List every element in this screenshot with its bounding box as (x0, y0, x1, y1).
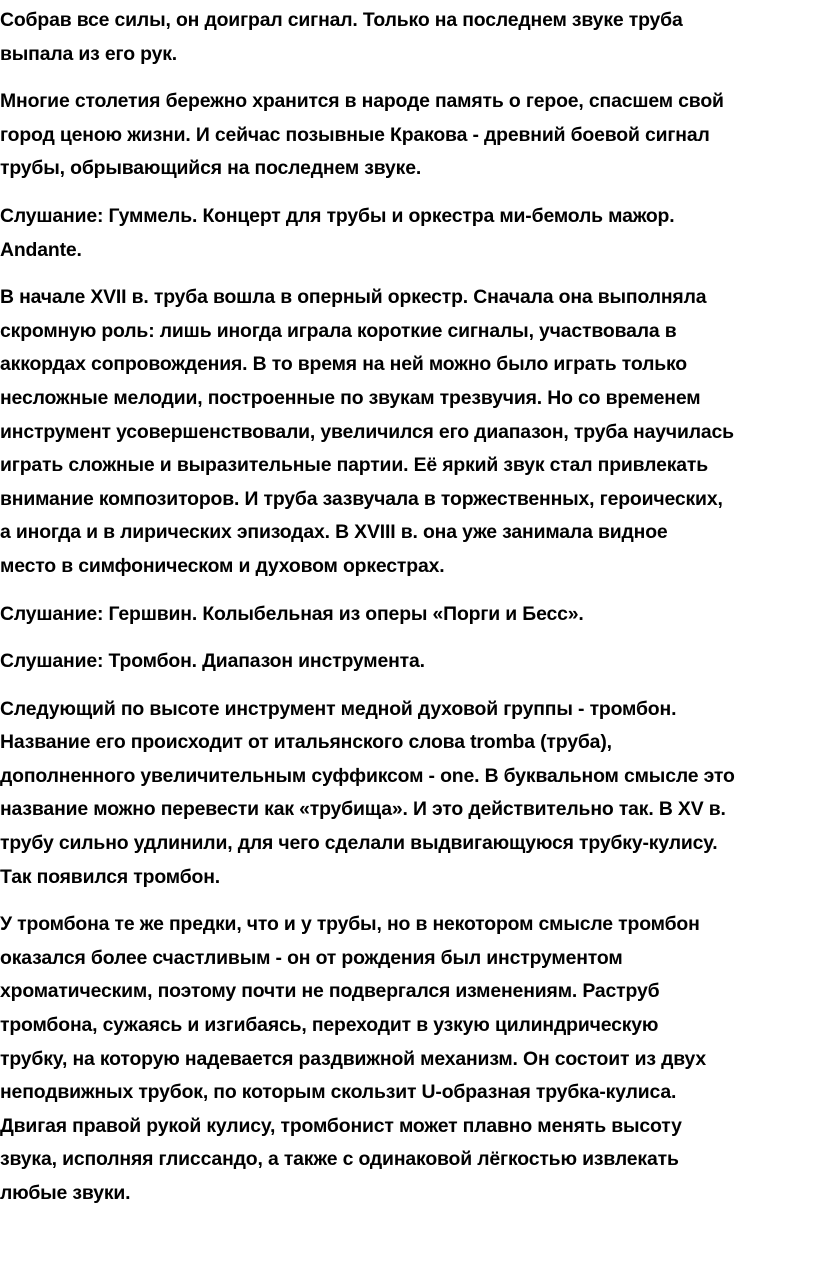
text-line: Собрав все силы, он доиграл сигнал. Только на последнем звуке труба (0, 9, 683, 31)
paragraph-listening-hummel (0, 200, 816, 267)
text-line: Слушание: Гуммель. Концерт для трубы и оркестра ми-бемоль мажор. (0, 204, 675, 227)
text-line: трубы, обрывающийся на последнем звуке. (0, 157, 422, 180)
text-line: трубку, на которую надевается раздвижной механизм. Он состоит из двух (0, 1047, 707, 1070)
text-line: звука, исполняя глиссандо, а также с одинаковой лёгкостью извлекать (0, 1148, 679, 1171)
text-line: тромбона, сужаясь и изгибаясь, переходит в узкую цилиндрическую (0, 1014, 659, 1037)
text-line: Двигая правой рукой кулису, тромбонист может плавно менять высоту (0, 1114, 682, 1137)
text-line: Слушание: Гершвин. Колыбельная из оперы «Порги и Бесс». (0, 602, 584, 625)
paragraph-2 (0, 85, 816, 186)
text-line: место в симфоническом и духовом оркестрах. (0, 554, 445, 577)
text-line: инструмент усовершенствовали, увеличился его диапазон, труба научилась (0, 420, 734, 443)
text-line: дополненного увеличительным суффиксом - one. В буквальном смысле это (0, 764, 735, 787)
text-line: несложные мелодии, построенные по звукам трезвучия. Но со временем (0, 386, 701, 409)
text-line: Название его происходит от итальянского слова tromba (труба), (0, 731, 612, 754)
text-line: У тромбона те же предки, что и у трубы, но в некотором смысле тромбон (0, 913, 700, 936)
paragraph-listening-gershwin (0, 598, 816, 632)
text-line: внимание композиторов. И труба зазвучала в торжественных, героических, (0, 487, 723, 510)
text-line: Так появился тромбон. (0, 865, 221, 888)
text-line: В начале XVII в. труба вошла в оперный оркестр. Сначала она выполняла (0, 286, 707, 309)
text-line: хроматическим, поэтому почти не подвергался изменениям. Раструб (0, 980, 660, 1003)
text-line: неподвижных трубок, по которым скользит U-образная трубка-кулиса. (0, 1081, 677, 1104)
text-line: аккордах сопровождения. В то время на ней можно было играть только (0, 353, 688, 376)
text-line: Следующий по высоте инструмент медной духовой группы - тромбон. (0, 697, 677, 720)
paragraph-4 (0, 281, 816, 583)
text-line: выпала из его рук. (0, 42, 178, 65)
paragraph-8 (0, 908, 816, 1210)
text-line: трубу сильно удлинили, для чего сделали выдвигающуюся трубку-кулису. (0, 832, 718, 855)
paragraph-7 (0, 693, 816, 895)
text-line: а иногда и в лирических эпизодах. В XVIII в. она уже занимала видное (0, 521, 668, 544)
text-line: город ценою жизни. И сейчас позывные Кракова - древний боевой сигнал (0, 123, 710, 146)
text-line: название можно перевести как «трубища». И это действительно так. В XV в. (0, 798, 726, 821)
text-line: Многие столетия бережно хранится в народе память о герое, спасшем свой (0, 90, 724, 113)
text-line: играть сложные и выразительные партии. Её яркий звук стал привлекать (0, 454, 709, 477)
paragraph-1 (0, 4, 816, 71)
text-line: скромную роль: лишь иногда играла короткие сигналы, участвовала в (0, 319, 677, 342)
text-line: Andante. (0, 238, 82, 261)
paragraph-listening-trombone (0, 645, 816, 679)
text-line: Слушание: Тромбон. Диапазон инструмента. (0, 650, 425, 673)
text-line: оказался более счастливым - он от рождения был инструментом (0, 946, 623, 969)
text-line: любые звуки. (0, 1182, 131, 1204)
